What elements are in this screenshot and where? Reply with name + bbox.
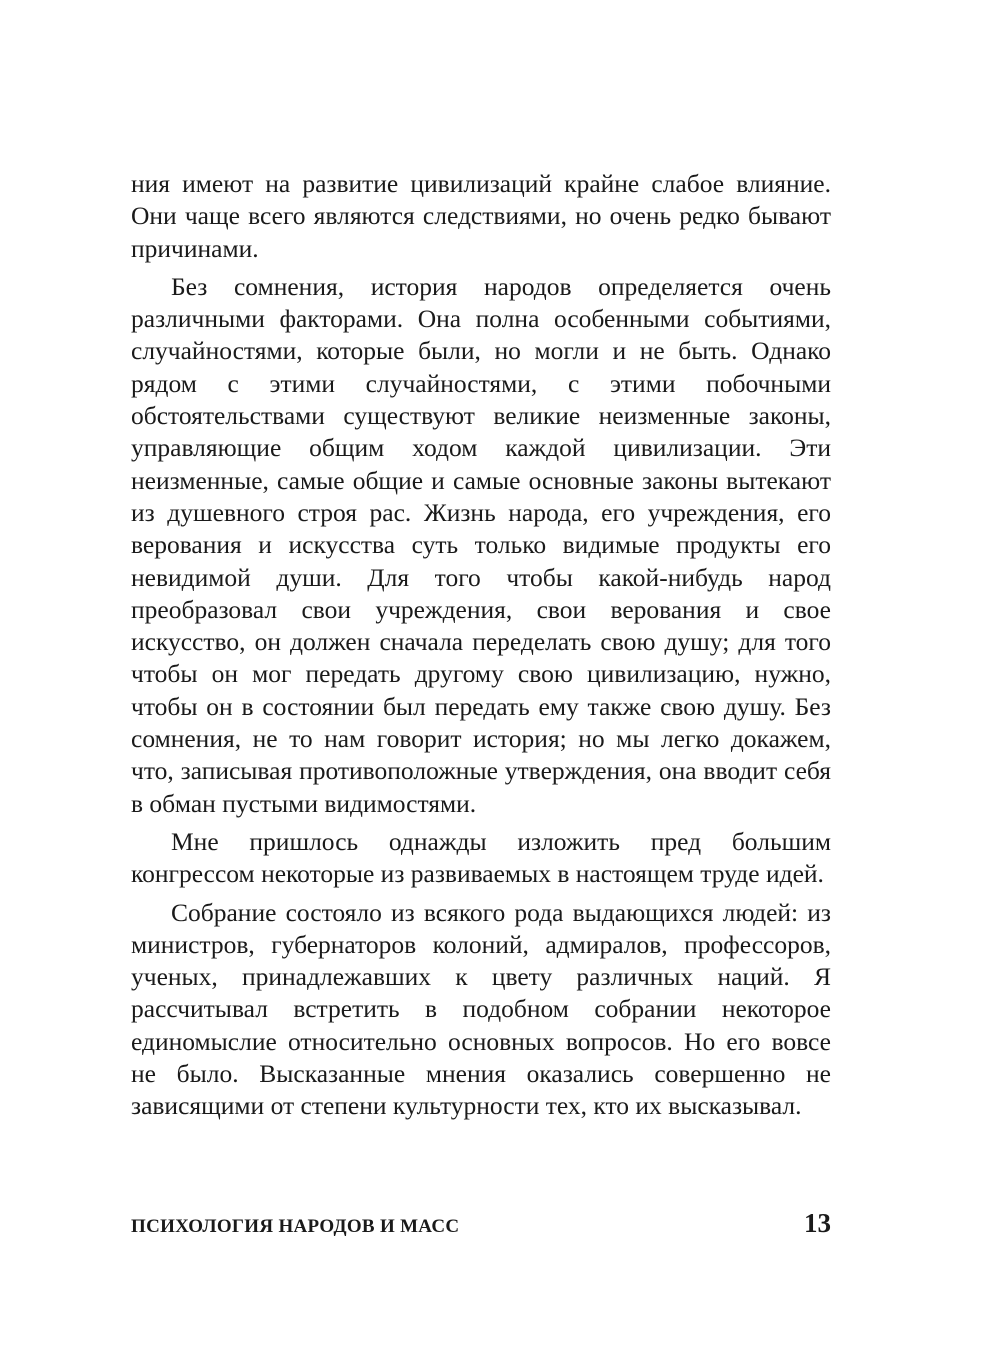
body-text (131, 168, 831, 1123)
page-footer (131, 1208, 831, 1248)
paragraph: Без сомнения, история народов определяется очень различными факторами. Она полна особенными событиями, случайностями, которые были, но могли и не быть. Однако рядом с этими случайностями, с этими побочными обстоятельствами существуют великие неизменные законы, управляющие общим ходом каждой цивилизации. Эти неизменные, самые общие и самые основные законы вытекают из душевного строя рас. Жизнь народа, его учреждения, его верования и искусства суть только видимые продукты его невидимой души. Для того чтобы какой-нибудь народ преобразовал свои учреждения, свои верования и свое искусство, он должен сначала переделать свою душу; для того чтобы он мог передать другому свою цивилизацию, нужно, чтобы он в состоянии был передать ему также свою душу. Без сомнения, не то нам говорит история; но мы легко докажем, что, записывая противоположные утверждения, она вводит себя в обман пустыми видимостями. (131, 271, 831, 818)
running-title: ПСИХОЛОГИЯ НАРОДОВ И МАСС (131, 1216, 460, 1237)
paragraph: Собрание состояло из всякого рода выдающихся людей: из министров, губернаторов колоний, адмиралов, профессоров, ученых, принадлежавших к цвету различных наций. Я рассчитывал встретить в подобном собрании некоторое единомыслие относительно основных вопросов. Но его вовсе не было. Высказанные мнения оказались совершенно не зависящими от степени культурности тех, кто их высказывал. (131, 897, 831, 1121)
paragraph-continuation: ния имеют на развитие цивилизаций крайне слабое влияние. Они чаще всего являются следствиями, но очень редко бывают причинами. (131, 169, 831, 263)
paragraph: Мне пришлось однажды изложить пред большим конгрессом некоторые из развиваемых в настоящем труде идей. (131, 826, 831, 889)
page-number: 13 (804, 1208, 831, 1238)
